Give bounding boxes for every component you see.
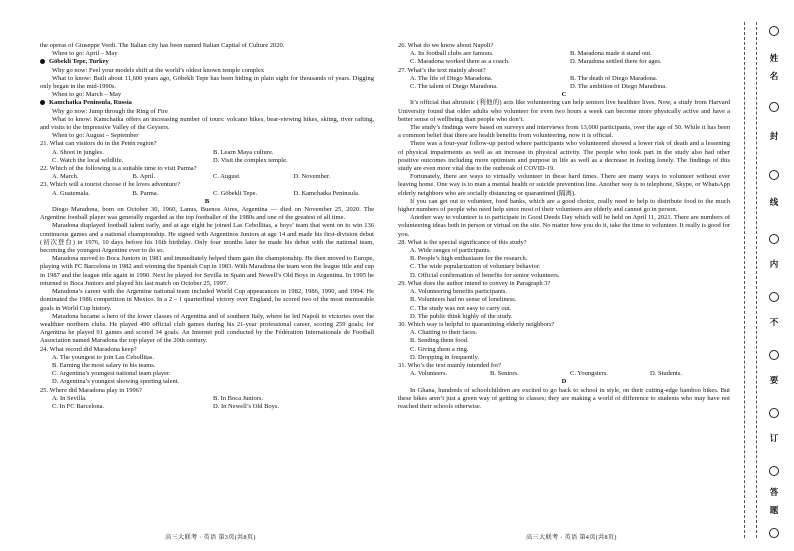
- option-23-d[interactable]: D. Kamchatka Peninsula.: [293, 189, 360, 197]
- page-4-column: [398, 42, 730, 411]
- option-27-c[interactable]: C. The talent of Diego Maradona.: [410, 83, 498, 91]
- binding-char: 答: [769, 487, 779, 497]
- question-29: 29. What does the author intend to convey in Paragraph 3?: [398, 279, 551, 287]
- kamchatka-heading: [40, 99, 374, 107]
- option-29-d[interactable]: D. The public think highly of the study.: [410, 312, 513, 320]
- option-23-a[interactable]: A. Guatemala.: [52, 189, 90, 197]
- option-21-c[interactable]: C. Watch the local wildlife.: [52, 156, 124, 164]
- option-27-a[interactable]: A. The life of Diego Maradona.: [410, 74, 493, 82]
- option-22-b[interactable]: B. April.: [132, 173, 156, 181]
- option-31-b[interactable]: B. Seniors.: [490, 370, 519, 378]
- question-22-options: [40, 173, 374, 181]
- binding-strip: [760, 20, 790, 540]
- option-25-a[interactable]: A. In Sevilla.: [52, 394, 87, 402]
- binding-circle-icon: [769, 350, 779, 360]
- option-31-c[interactable]: C. Youngsters.: [570, 370, 608, 378]
- option-22-d[interactable]: D. November.: [293, 173, 331, 181]
- passage-b-paragraph-5: Maradona became a hero of the lower classes of Argentina and of southern Italy, where he led Napoli to victories over the wealthier northern clubs. He played 490 official club games during his 21-year professional career, scoring 259 goals; for Argentina he played 91 games and scored 34 goals. An Internet poll conducted by the Fédération Internationale de Football Association named Maradona the top player of the 20th century.: [40, 312, 374, 345]
- question-27-options-1: [398, 75, 730, 83]
- section-b-heading: B: [204, 197, 210, 205]
- binding-char: 内: [769, 259, 779, 269]
- binding-circle-icon: [769, 234, 779, 244]
- option-24-a[interactable]: A. The youngest to join Las Cebollitas.: [52, 353, 155, 361]
- option-27-b[interactable]: B. The death of Diego Maradona.: [570, 74, 658, 82]
- question-21-options-2: [40, 157, 374, 165]
- question-25: 25. Where did Maradona play in 1996?: [40, 386, 142, 394]
- passage-c-paragraph-5: If you can get out to volunteer, food banks, which are a good choice, really need to help to distribute food to the much higher numbers of people who need help since most of their volunteers are elderly and cannot go in person.: [398, 197, 730, 214]
- kamchatka-title: Kamchatka Peninsula, Russia: [49, 99, 132, 107]
- option-24-d[interactable]: D. Argentina’s youngest showing sporting talent.: [52, 378, 180, 386]
- option-29-a[interactable]: A. Volunteering benefits participants.: [410, 288, 508, 296]
- option-25-d[interactable]: D. In Newell’s Old Boys.: [213, 402, 280, 410]
- option-30-d[interactable]: D. Dropping in frequently.: [410, 353, 480, 361]
- passage-b-paragraph-2: Maradona displayed football talent early, and at age eight he joined Las Cebollitas, a boys’ team that went on to win 136 continuous games and a national championship. He signed with Argentinos Juniors at age 14 and made his first-division debut (初次登台) in 1976, 10 days before his 16th birthday. Only four months later he made his debut with the national team, becoming the youngest Argentine ever to do so.: [40, 222, 374, 255]
- question-25-options-2: [40, 403, 374, 411]
- question-27: 27. What’s the text mainly about?: [398, 66, 486, 74]
- page-4-footer: 高三大联考 · 英语 第4页(共8页): [526, 534, 617, 541]
- question-22: 22. Which of the following is a suitable time to visit Parma?: [40, 165, 197, 173]
- binding-circle-icon: [769, 170, 779, 180]
- passage-c-paragraph-3: There was a four-year follow-up period where participants who volunteered showed a lower risk of death and a lessening of physical impairments as well as an increase in physical activity. The people who took part in the study also had other positive outcomes including more optimism and purpose in life as well as a decrease in feeling lonely. The findings of this study are even more vital due to the outbreak of COVID-19.: [398, 140, 730, 173]
- question-27-options-2: [398, 83, 730, 91]
- page-3-footer: 高三大联考 · 英语 第3页(共8页): [165, 534, 256, 541]
- binding-circle-icon: [769, 292, 779, 302]
- parma-when: When to go: April – May: [52, 50, 118, 58]
- option-29-b[interactable]: B. Volunteers had no sense of loneliness.: [410, 296, 517, 304]
- question-26-options-2: [398, 58, 730, 66]
- gobekli-title: Göbekli Tepe, Turkey: [49, 58, 109, 66]
- binding-char: 不: [769, 317, 779, 327]
- question-26-options-1: [398, 50, 730, 58]
- option-23-b[interactable]: B. Parma.: [132, 189, 159, 197]
- question-25-options-1: [40, 395, 374, 403]
- passage-c-paragraph-2: The study’s findings were based on surveys and interviews from 13,000 participants, over the age of 50. While it has been a common belief that there are health benefits from volunteering, now it is official.: [398, 124, 730, 140]
- option-21-d[interactable]: D. Visit the complex temple.: [213, 156, 288, 164]
- option-28-d[interactable]: D. Official confirmation of benefits for senior volunteers.: [410, 271, 560, 279]
- binding-char: 姓: [769, 53, 779, 63]
- section-d-heading: D: [561, 378, 567, 386]
- bullet-icon: [40, 59, 45, 64]
- binding-char: 线: [769, 197, 779, 207]
- binding-char: 订: [769, 433, 779, 443]
- option-23-c[interactable]: C. Göbekli Tepe.: [213, 189, 258, 197]
- passage-b-paragraph-3: Maradona moved to Boca Juniors in 1981 and immediately helped them gain the championship. He then moved to Europe, playing with FC Barcelona in 1982 and winning the Spanish Cup in 1983. With Maradona the team won the league title and cup in 1987 and the league title again in 1990. Next he played for Sevilla in Spain and Newell’s Old Boys in Argentina. In 1995 he returned to Boca Juniors and played his last match on October 25, 1997.: [40, 255, 374, 287]
- kamchatka-what: What to know: Kamchatka offers an increasing number of tours: volcano hikes, bear-viewing hikes, skiing, river rafting, and visits to the impressive Valley of the Geysers.: [40, 115, 374, 132]
- kamchatka-why: Why go now: Jump through the Ring of Fire: [52, 107, 168, 115]
- option-31-a[interactable]: A. Volunteers.: [410, 370, 448, 378]
- option-24-b[interactable]: B. Earning the most salary in his teams.: [52, 361, 156, 369]
- option-24-c[interactable]: C. Argentina’s youngest national team player.: [52, 370, 171, 378]
- page-3-column: [40, 42, 374, 411]
- option-25-c[interactable]: C. In FC Barcelona.: [52, 402, 105, 410]
- option-30-c[interactable]: C. Giving them a ring.: [410, 345, 469, 353]
- binding-circle-icon: [769, 408, 779, 418]
- binding-char: 要: [769, 375, 779, 385]
- bullet-icon: [40, 100, 45, 105]
- binding-circle-icon: [769, 102, 779, 112]
- binding-circle-icon: [769, 528, 779, 538]
- option-26-d[interactable]: D. Maradona settled there for ages.: [570, 58, 662, 66]
- option-21-b[interactable]: B. Learn Maya culture.: [213, 148, 274, 156]
- question-24: 24. What record did Maradona keep?: [40, 345, 137, 353]
- option-25-b[interactable]: B. In Boca Juniors.: [213, 394, 264, 402]
- binding-circle-icon: [769, 26, 779, 36]
- option-31-d[interactable]: D. Students.: [650, 370, 682, 378]
- option-28-a[interactable]: A. Wide ranges of participants.: [410, 247, 491, 255]
- question-23: 23. Which will a tourist choose if he loves adventure?: [40, 181, 180, 189]
- passage-d-paragraph-1: In Ghana, hundreds of schoolchildren are excited to go back to school in style, on their cutting-edge bamboo bikes. But these bikes aren’t just a green way of getting to classes; they are making a world of difference to students who may have not reached their schools otherwise.: [398, 386, 730, 410]
- binding-char: 封: [769, 131, 779, 141]
- question-28: 28. What is the special significance of this study?: [398, 238, 527, 246]
- option-26-c[interactable]: C. Maradona worked there as a coach.: [410, 58, 510, 66]
- option-28-b[interactable]: B. People’s high enthusiasm for the research.: [410, 255, 528, 263]
- gobekli-when: When to go: March – May: [52, 91, 122, 99]
- passage-b-paragraph-4: Maradona’s career with the Argentine national team included World Cup appearances in 1982, 1986, 1990, and 1994. He dominated the 1986 competition in Mexico. In a 2 – 1 quarterfinal victory over England, he scored two of the most memorable goals in World Cup history.: [40, 288, 374, 312]
- passage-c-paragraph-1: It’s official that altruistic (利他的) acts like volunteering can help seniors live healthier lives. Now, a study from Harvard University found that older adults who volunteer for even two hours a week can become more physically active and have a better sense of wellbeing than people who don’t.: [398, 99, 730, 123]
- option-30-b[interactable]: B. Sending them food.: [410, 337, 469, 345]
- option-22-a[interactable]: A. March.: [52, 173, 79, 181]
- option-30-a[interactable]: A. Chatting to their faces.: [410, 329, 478, 337]
- intro-line: the operas of Giuseppe Verdi. The Italian city has been named Italian Capital of Culture 2020.: [40, 42, 285, 49]
- question-23-options: [40, 190, 374, 198]
- question-21: 21. What can visitors do in the Petén region?: [40, 140, 157, 148]
- binding-circle-icon: [769, 466, 779, 476]
- option-26-b[interactable]: B. Maradona made it stand out.: [570, 50, 652, 58]
- passage-c-paragraph-6: Another way to volunteer is to participate in Good Deeds Day which will be held on April 11, 2021. There are numbers of volunteering ideas both in person or virtual on the site. No matter how you do it, take the time to volunteer. It really is good for you.: [398, 214, 730, 238]
- kamchatka-when: When to go: August – September: [52, 132, 139, 140]
- option-22-c[interactable]: C. August.: [213, 173, 241, 181]
- option-26-a[interactable]: A. Its football clubs are famous.: [410, 50, 494, 58]
- option-29-c[interactable]: C. The study was not easy to carry out.: [410, 304, 512, 312]
- question-26: 26. What do we know about Napoli?: [398, 42, 494, 49]
- question-30: 30. Which way is helpful to quarantining elderly neighbors?: [398, 320, 555, 328]
- gobekli-heading: [40, 58, 374, 66]
- gobekli-why: Why go now: Feel your models shift at the world’s oldest known temple complex: [52, 66, 265, 74]
- question-21-options-1: [40, 149, 374, 157]
- question-31-options: [398, 370, 730, 378]
- binding-char: 题: [769, 505, 779, 515]
- binding-dashed-line: [744, 22, 745, 538]
- binding-dashed-line: [756, 22, 757, 538]
- option-27-d[interactable]: D. The ambition of Diego Maradona.: [570, 83, 667, 91]
- option-28-c[interactable]: C. The wide popularization of voluntary behavior.: [410, 263, 541, 271]
- passage-b-paragraph-1: Diego Maradona, born on October 30, 1960, Lanus, Buenos Aires, Argentina — died on November 25, 2020. The Argentine football player was generally regarded as the top footballer of the 1980s and one of the greatest of all time.: [40, 206, 374, 222]
- binding-char: 名: [769, 71, 779, 81]
- question-31: 31. Who’s the text mainly intended for?: [398, 361, 502, 369]
- section-c-heading: C: [561, 91, 567, 99]
- option-21-a[interactable]: A. Shoot in jungles.: [52, 148, 104, 156]
- passage-c-paragraph-4: Fortunately, there are ways to virtually volunteer in these hard times. There are many ways to volunteer without ever leaving home. One way is to man a mental health or suicide prevention line. Another way is to telephone, Skype, or WhatsApp elderly neighbors who are socially distancing or quarantined (隔离).: [398, 173, 730, 197]
- gobekli-what: What to know: Built about 11,600 years ago, Göbekli Tepe has been hiding in plain sight for thousands of years. Digging only began in the mid-1990s.: [40, 74, 374, 91]
